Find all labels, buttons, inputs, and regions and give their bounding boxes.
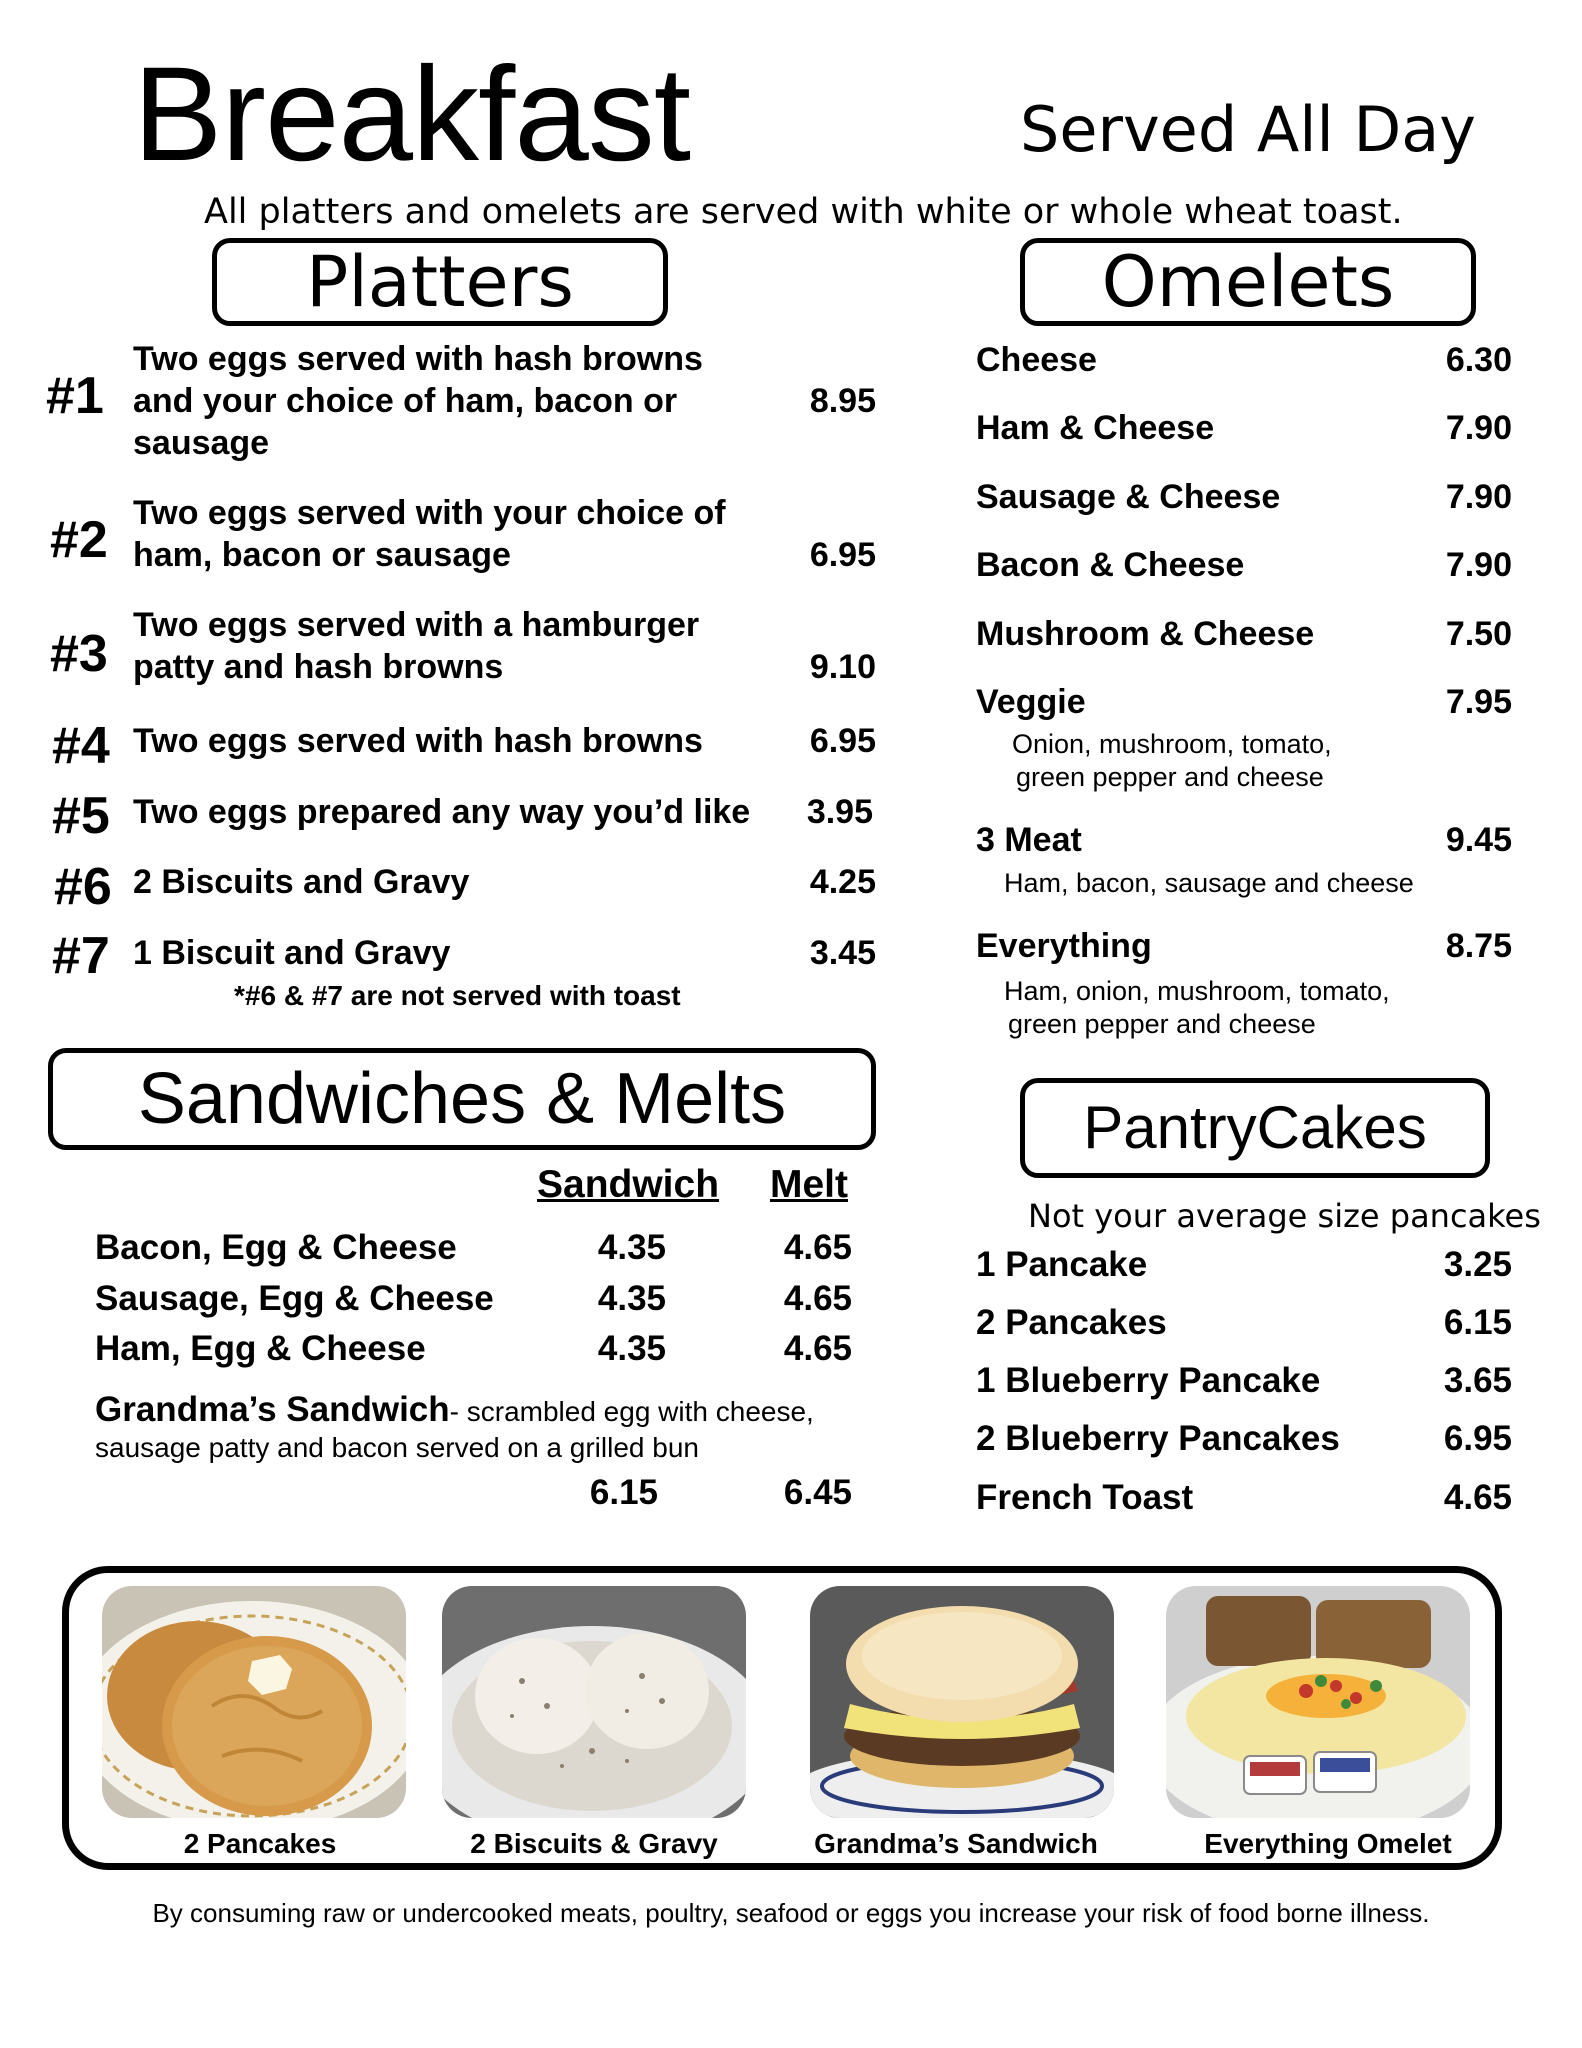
omelet-name: 3 Meat <box>976 821 1082 859</box>
served-all-day-label: Served All Day <box>1020 93 1476 166</box>
platter-number: #1 <box>46 367 104 425</box>
platter-price: 9.10 <box>809 648 876 686</box>
sandwich-price: 4.35 <box>597 1329 666 1368</box>
sandwich-price: 4.35 <box>597 1228 666 1267</box>
omelet-description <box>1012 728 1332 794</box>
sandwich-name: Ham, Egg & Cheese <box>95 1329 426 1368</box>
food-safety-disclaimer: By consuming raw or undercooked meats, poultry, seafood or eggs you increase your risk of food borne illness. <box>152 1898 1430 1928</box>
platter-number: #5 <box>52 787 110 845</box>
menu-title: Breakfast <box>133 40 691 189</box>
omelet-price: 7.95 <box>1445 683 1512 721</box>
omelet-price: 7.90 <box>1445 478 1512 516</box>
grandma-sandwich-photo <box>810 1586 1114 1818</box>
platter-description <box>133 791 813 833</box>
platter-number: #4 <box>52 717 110 775</box>
pantrycakes-heading-box <box>1020 1078 1490 1178</box>
platter-description-line: patty and hash browns <box>133 648 504 686</box>
platter-number: #7 <box>52 927 110 985</box>
everything-omelet-photo <box>1166 1586 1470 1818</box>
omelet-name: Cheese <box>976 341 1097 379</box>
omelet-name: Veggie <box>976 683 1086 721</box>
sandwiches-heading-box <box>48 1048 876 1150</box>
omelet-price: 7.50 <box>1445 615 1512 653</box>
pancake-name: 1 Pancake <box>976 1245 1148 1284</box>
platter-description <box>133 338 813 464</box>
melt-price: 4.65 <box>783 1279 852 1318</box>
pancake-name: French Toast <box>976 1478 1194 1517</box>
toast-note: All platters and omelets are served with white or whole wheat toast. <box>204 192 1403 232</box>
melt-price: 4.65 <box>783 1329 852 1368</box>
pancake-price: 6.15 <box>1443 1303 1512 1342</box>
photo-caption: 2 Pancakes <box>183 1828 337 1859</box>
platter-number: #6 <box>54 858 112 916</box>
platter-number: #3 <box>50 625 108 683</box>
platter-description-line: Two eggs served with hash browns <box>133 340 703 378</box>
platter-number: #2 <box>50 511 108 569</box>
platter-description <box>133 932 813 974</box>
omelet-name: Bacon & Cheese <box>976 546 1245 584</box>
platter-description-line: Two eggs prepared any way you’d like <box>133 793 751 831</box>
pancake-price: 3.65 <box>1443 1361 1512 1400</box>
platter-description-line: 2 Biscuits and Gravy <box>133 863 470 901</box>
sandwich-column-header: Sandwich <box>537 1163 720 1206</box>
pancake-price: 6.95 <box>1443 1419 1512 1458</box>
pancake-name: 2 Pancakes <box>976 1303 1167 1342</box>
photo-caption: Everything Omelet <box>1204 1828 1452 1859</box>
platter-description-line: Two eggs served with hash browns <box>133 722 703 760</box>
omelet-description <box>1004 975 1390 1041</box>
omelet-description-line: Ham, onion, mushroom, tomato, <box>1004 976 1390 1006</box>
sandwich-price: 6.15 <box>589 1473 658 1512</box>
omelet-description <box>1004 867 1414 900</box>
platter-description-line: Two eggs served with a hamburger <box>133 606 700 644</box>
omelet-price: 6.30 <box>1445 341 1512 379</box>
platter-price: 8.95 <box>809 382 876 420</box>
platter-price: 3.45 <box>809 934 876 972</box>
pancakes-photo <box>102 1586 406 1818</box>
platters-heading-box <box>212 238 668 326</box>
platter-description-line: ham, bacon or sausage <box>133 536 511 574</box>
platter-description <box>133 720 813 762</box>
platter-price: 6.95 <box>809 536 876 574</box>
omelet-price: 7.90 <box>1445 546 1512 584</box>
pancake-price: 4.65 <box>1443 1478 1512 1517</box>
pancake-name: 1 Blueberry Pancake <box>976 1361 1321 1400</box>
sandwiches-heading: Sandwiches & Melts <box>137 1059 787 1139</box>
platters-heading: Platters <box>306 241 574 323</box>
omelet-name: Sausage & Cheese <box>976 478 1281 516</box>
photo-caption: 2 Biscuits & Gravy <box>470 1828 718 1859</box>
melt-price: 4.65 <box>783 1228 852 1267</box>
platter-description <box>133 861 813 903</box>
omelet-name: Everything <box>976 927 1152 965</box>
grandma-sandwich-name: Grandma’s Sandwich <box>95 1390 450 1429</box>
platter-price: 6.95 <box>809 722 876 760</box>
platter-description-line: 1 Biscuit and Gravy <box>133 934 451 972</box>
omelet-description-line: green pepper and cheese <box>1016 762 1324 792</box>
platter-price: 3.95 <box>806 793 873 831</box>
platter-price: 4.25 <box>809 863 876 901</box>
omelet-description-line: Onion, mushroom, tomato, <box>1012 729 1332 759</box>
grandma-sandwich-desc-line: sausage patty and bacon served on a grilled bun <box>95 1432 699 1463</box>
platter-footnote: *#6 & #7 are not served with toast <box>234 980 681 1011</box>
omelet-name: Mushroom & Cheese <box>976 615 1315 653</box>
biscuits-gravy-photo <box>442 1586 746 1818</box>
pantrycakes-subtitle: Not your average size pancakes <box>1028 1197 1541 1235</box>
pancake-price: 3.25 <box>1443 1245 1512 1284</box>
platter-description <box>133 604 813 688</box>
omelet-price: 7.90 <box>1445 409 1512 447</box>
sandwich-name: Sausage, Egg & Cheese <box>95 1279 494 1318</box>
grandma-sandwich-title <box>95 1390 814 1432</box>
omelet-price: 8.75 <box>1445 927 1512 965</box>
sandwich-price: 4.35 <box>597 1279 666 1318</box>
platter-description-line: and your choice of ham, bacon or <box>133 382 678 420</box>
melt-column-header: Melt <box>770 1163 848 1206</box>
omelet-description-line: Ham, bacon, sausage and cheese <box>1004 868 1414 898</box>
platter-description-line: Two eggs served with your choice of <box>133 494 726 532</box>
grandma-sandwich-desc: - scrambled egg with cheese, <box>449 1396 814 1427</box>
platter-description <box>133 492 813 576</box>
platter-description-line: sausage <box>133 424 270 462</box>
omelet-price: 9.45 <box>1445 821 1512 859</box>
melt-price: 6.45 <box>783 1473 852 1512</box>
sandwich-name: Bacon, Egg & Cheese <box>95 1228 457 1267</box>
pantrycakes-heading: PantryCakes <box>1083 1094 1427 1161</box>
photo-caption: Grandma’s Sandwich <box>814 1828 1098 1859</box>
omelets-heading-box <box>1020 238 1476 326</box>
pancake-name: 2 Blueberry Pancakes <box>976 1419 1340 1458</box>
omelets-heading: Omelets <box>1101 241 1395 323</box>
omelet-name: Ham & Cheese <box>976 409 1215 447</box>
omelet-description-line: green pepper and cheese <box>1008 1009 1316 1039</box>
